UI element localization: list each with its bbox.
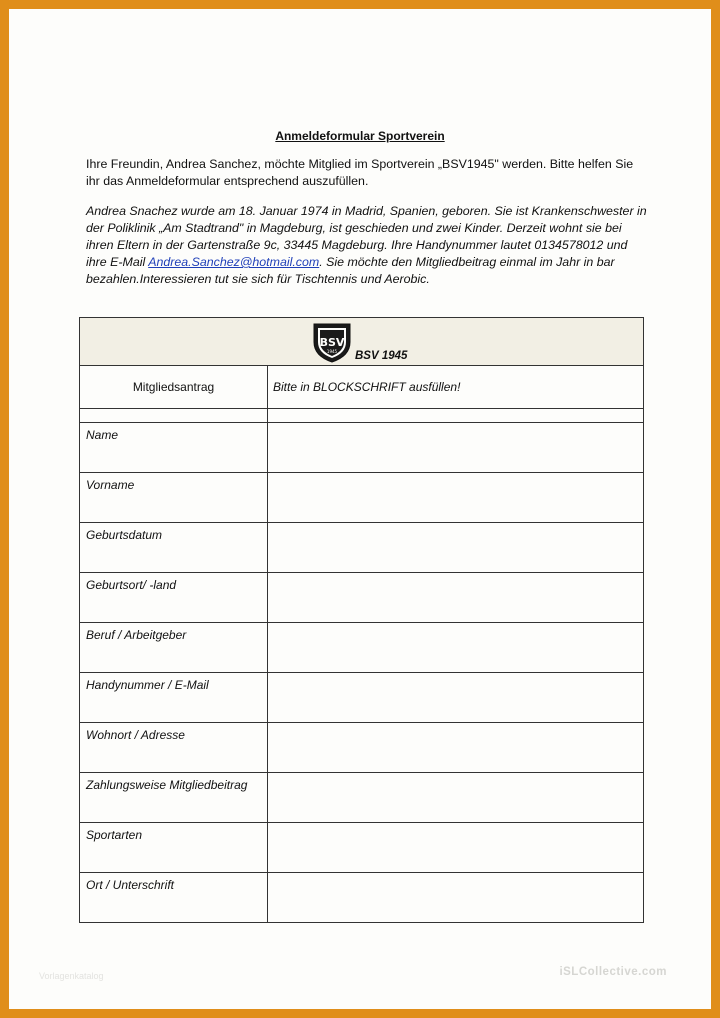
field-input-sportarten[interactable] xyxy=(268,823,644,873)
field-label-geburtsdatum: Geburtsdatum xyxy=(80,523,268,573)
footer-watermark-right: iSLCollective.com xyxy=(559,966,667,978)
email-link[interactable]: Andrea.Sanchez@hotmail.com xyxy=(148,255,320,269)
form-header-left: Mitgliedsantrag xyxy=(80,366,268,409)
instructions-paragraph: Ihre Freundin, Andrea Sanchez, möchte Mitglied im Sportverein „BSV1945" werden. Bitte helfen Sie ihr das Anmeldeformular entsprechend auszufüllen. xyxy=(86,157,634,188)
form-row-geburtsdatum xyxy=(80,523,644,573)
form-row-wohnort xyxy=(80,723,644,773)
field-input-beruf[interactable] xyxy=(268,623,644,673)
form-row-zahlungsweise xyxy=(80,773,644,823)
page-title: Anmeldeformular Sportverein xyxy=(275,129,445,143)
field-label-zahlungsweise: Zahlungsweise Mitgliedbeitrag xyxy=(80,773,268,823)
worksheet-page xyxy=(9,9,711,1009)
form-row-handy-email xyxy=(80,673,644,723)
crest-letters: BSV xyxy=(319,336,345,349)
story-text-part2: . Sie möchte den Mitgliedbeitrag einmal im Jahr in bar bezahlen.Interessieren tut sie sich für Tischtennis und Aerobic. xyxy=(86,255,615,286)
field-label-sportarten: Sportarten xyxy=(80,823,268,873)
field-label-beruf: Beruf / Arbeitgeber xyxy=(80,623,268,673)
field-input-vorname[interactable] xyxy=(268,473,644,523)
field-input-wohnort[interactable] xyxy=(268,723,644,773)
story-text-part1: Andrea Snachez wurde am 18. Januar 1974 in Madrid, Spanien, geboren. Sie ist Krankenschwester in der Poliklinik „Am Stadtrand" in Magdeburg, ist geschieden und zwei Kinder. Derzeit wohnt sie bei ihren Eltern in der Gartenstraße 9c, 33445 Magdeburg. Ihre Handynummer lautet 0134578012 und ihre E-Mail xyxy=(86,204,647,269)
registration-form-table xyxy=(79,317,644,923)
field-label-name: Name xyxy=(80,423,268,473)
club-logo-header xyxy=(80,318,644,366)
field-label-handy-email: Handynummer / E-Mail xyxy=(80,673,268,723)
field-input-zahlungsweise[interactable] xyxy=(268,773,644,823)
field-label-vorname: Vorname xyxy=(80,473,268,523)
club-crest-icon xyxy=(310,320,354,364)
club-name: BSV 1945 xyxy=(355,350,408,362)
field-label-wohnort: Wohnort / Adresse xyxy=(80,723,268,773)
field-input-name[interactable] xyxy=(268,423,644,473)
field-input-geburtsdatum[interactable] xyxy=(268,523,644,573)
footer-watermark-left: Vorlagenkatalog xyxy=(39,971,104,981)
field-label-geburtsort: Geburtsort/ -land xyxy=(80,573,268,623)
form-row-name xyxy=(80,423,644,473)
form-row-vorname xyxy=(80,473,644,523)
form-row-sportarten xyxy=(80,823,644,873)
field-label-unterschrift: Ort / Unterschrift xyxy=(80,873,268,923)
field-input-handy-email[interactable] xyxy=(268,673,644,723)
story-paragraph xyxy=(86,203,651,288)
form-row-geburtsort xyxy=(80,573,644,623)
spacer-row xyxy=(80,409,644,423)
field-input-geburtsort[interactable] xyxy=(268,573,644,623)
form-row-beruf xyxy=(80,623,644,673)
crest-year: 1945 xyxy=(326,349,338,354)
form-row-unterschrift xyxy=(80,873,644,923)
form-header-right: Bitte in BLOCKSCHRIFT ausfüllen! xyxy=(268,366,644,409)
field-input-unterschrift[interactable] xyxy=(268,873,644,923)
